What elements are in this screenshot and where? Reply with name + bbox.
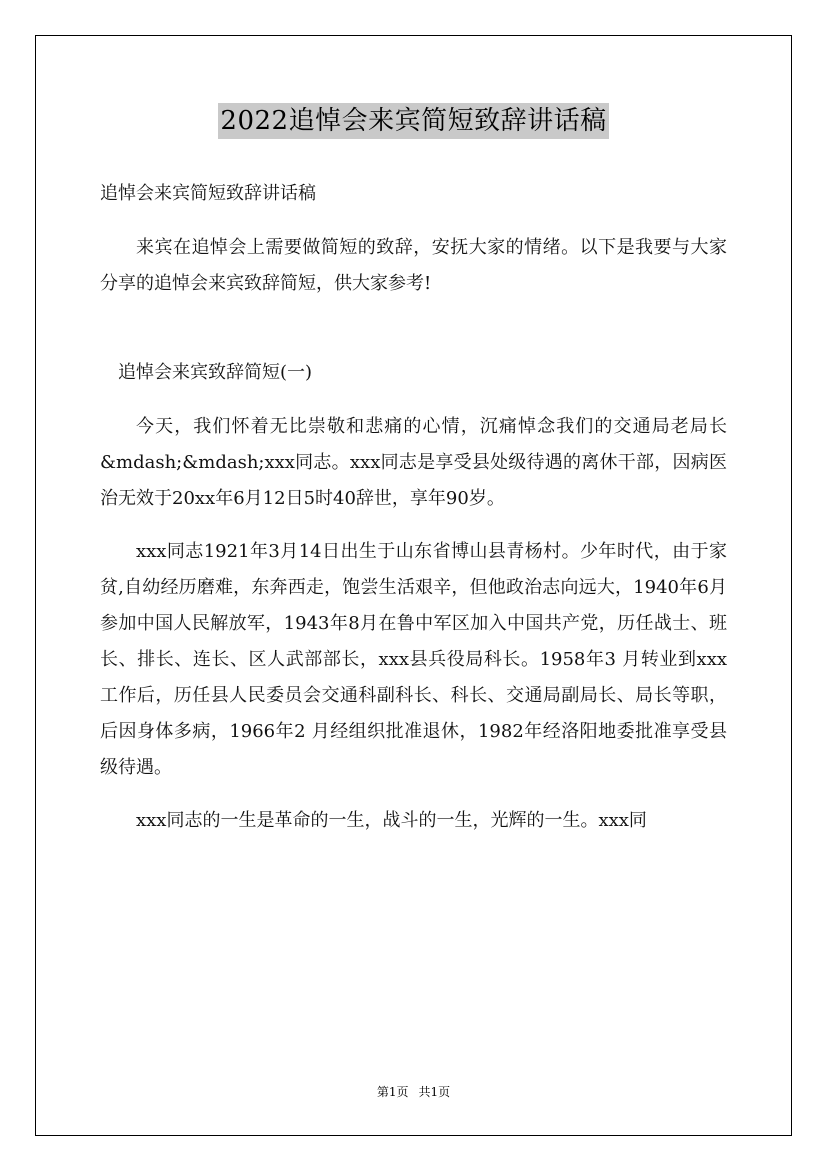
body-paragraph-3: xxx同志的一生是革命的一生，战斗的一生，光辉的一生。xxx同: [136, 810, 647, 831]
document-body: [100, 176, 727, 856]
document-subtitle: 追悼会来宾简短致辞讲话稿: [100, 183, 316, 204]
body-paragraph-2: xxx同志1921年3月14日出生于山东省博山县青杨村。少年时代，由于家贫,自幼经历磨难，东奔西走，饱尝生活艰辛，但他政治志向远大，1940年6月参加中国人民解放军，1943年8月在鲁中军区加入中国共产党，历任战士、班长、排长、连长、区人武部部长，xxx县兵役局科长。1958年3 月转业到xxx工作后，历任县人民委员会交通科副科长、科长、交通局副局长、局长等职，后因身体多病，1966年2 月经组织批准退休，1982年经洛阳地委批准享受县级待遇。: [100, 541, 727, 778]
document-title: 2022追悼会来宾简短致辞讲话稿: [218, 103, 608, 139]
intro-paragraph: 来宾在追悼会上需要做简短的致辞，安抚大家的情绪。以下是我要与大家分享的追悼会来宾致辞简短，供大家参考!: [100, 237, 727, 294]
page-total: 共1页: [418, 1085, 451, 1099]
page-number: 第1页: [376, 1085, 409, 1099]
title-container: [0, 103, 827, 139]
section-heading: 追悼会来宾致辞简短(一): [118, 362, 313, 383]
blank-line: [100, 319, 727, 355]
page-footer: [0, 1083, 827, 1101]
body-paragraph-1: 今天，我们怀着无比崇敬和悲痛的心情，沉痛悼念我们的交通局老局长&mdash;&mdash;xxx同志。xxx同志是享受县处级待遇的离休干部，因病医治无效于20xx年6月12日5时40辞世，享年90岁。: [100, 416, 727, 509]
